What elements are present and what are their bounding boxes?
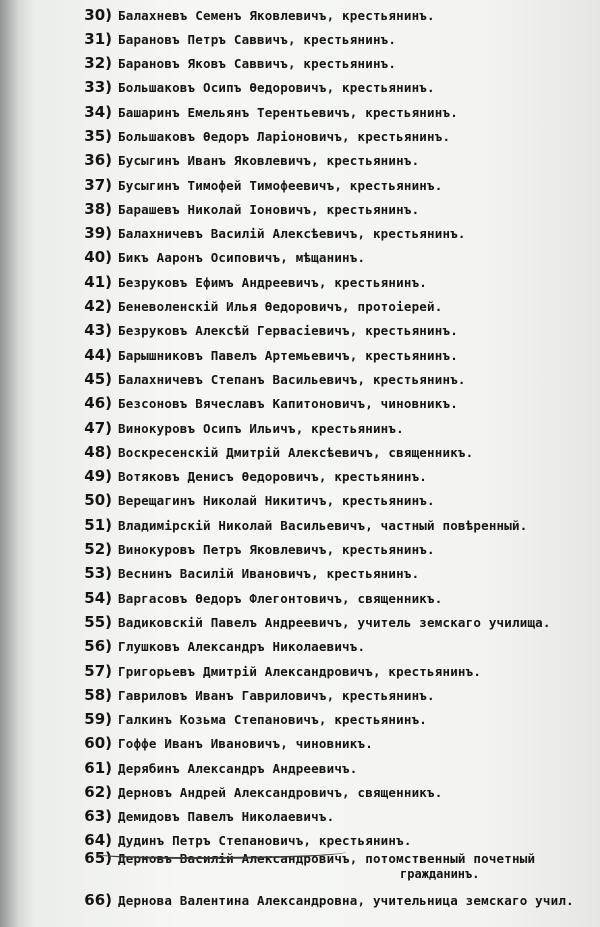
list-entry [64, 467, 594, 491]
entry-text: Бикъ Ааронъ Осиповичъ, мѣщанинъ. [118, 250, 366, 265]
list-entry [64, 151, 594, 175]
entry-text: Балахневъ Семенъ Яковлевичъ, крестьянинъ. [118, 8, 435, 23]
entry-continuation: гражданинъ. [400, 867, 480, 881]
entry-text: Балахничевъ Василій Алексѣевичъ, крестьянинъ. [118, 226, 466, 241]
entry-text: Барановъ Петръ Саввичъ, крестьянинъ. [118, 32, 397, 47]
entry-number: 41) [84, 273, 112, 291]
entry-number: 45) [84, 370, 112, 388]
entry-number: 58) [84, 686, 112, 704]
list-entry [64, 589, 594, 613]
entry-number: 35) [84, 127, 112, 145]
entry-number: 65) [84, 849, 112, 867]
entry-number: 49) [84, 467, 112, 485]
entry-number: 52) [84, 540, 112, 558]
list-entry [64, 78, 594, 102]
entry-text: Дерябинъ Александръ Андреевичъ. [118, 761, 358, 776]
entry-number: 30) [84, 6, 112, 24]
list-entry [64, 248, 594, 272]
entry-text: Безруковъ Ефимъ Андреевичъ, крестьянинъ. [118, 275, 428, 290]
entry-text: Вадиковскій Павелъ Андреевичъ, учитель земскаго училища. [118, 615, 551, 630]
list-entry [64, 297, 594, 321]
entry-text: Большаковъ Өедоръ Ларіоновичъ, крестьянинъ. [118, 129, 451, 144]
entry-number: 54) [84, 589, 112, 607]
entry-number: 64) [84, 831, 112, 849]
list-entry [64, 419, 594, 443]
list-entry [64, 783, 594, 807]
entry-number: 40) [84, 248, 112, 266]
entry-number: 36) [84, 151, 112, 169]
list-entry [64, 759, 594, 783]
entry-text: Верещагинъ Николай Никитичъ, крестьянинъ. [118, 493, 435, 508]
entry-text: Барановъ Яковъ Саввичъ, крестьянинъ. [118, 56, 397, 71]
entry-number: 53) [84, 564, 112, 582]
entry-text: Варгасовъ Өедоръ Флегонтовичъ, священникъ. [118, 591, 443, 606]
list-entry [64, 540, 594, 564]
entry-number: 31) [84, 30, 112, 48]
entry-text: Беневоленскій Илья Өедоровичъ, протоіерей. [118, 299, 443, 314]
entry-number: 57) [84, 662, 112, 680]
entry-text: Бусыгинъ Тимофей Тимофеевичъ, крестьянинъ. [118, 178, 443, 193]
entry-text: Большаковъ Осипъ Өедоровичъ, крестьянинъ. [118, 80, 435, 95]
list-entry [64, 30, 594, 54]
list-entry [64, 394, 594, 418]
entry-number: 50) [84, 491, 112, 509]
entry-text: Безруковъ Алексѣй Гервасіевичъ, крестьянинъ. [118, 323, 458, 338]
list-entry [64, 662, 594, 686]
entry-text: Безсоновъ Вячеславъ Капитоновичъ, чиновникъ. [118, 396, 458, 411]
entry-number: 59) [84, 710, 112, 728]
entry-text: Демидовъ Павелъ Николаевичъ. [118, 809, 335, 824]
list-entry [64, 710, 594, 734]
entry-number: 43) [84, 321, 112, 339]
entry-text: Гоффе Иванъ Ивановичъ, чиновникъ. [118, 736, 373, 751]
entry-text: Дудинъ Петръ Степановичъ, крестьянинъ. [118, 833, 412, 848]
entry-text: Гавриловъ Иванъ Гавриловичъ, крестьянинъ. [118, 688, 435, 703]
entry-number: 38) [84, 200, 112, 218]
entry-number: 33) [84, 78, 112, 96]
entry-text: Дерновъ Василій Александровичъ, потомственный почетный [118, 851, 536, 866]
entry-number: 46) [84, 394, 112, 412]
list-entry [64, 564, 594, 588]
entry-text: Винокуровъ Петръ Яковлевичъ, крестьянинъ. [118, 542, 435, 557]
entry-text: Вотяковъ Денисъ Өедоровичъ, крестьянинъ. [118, 469, 428, 484]
list-entry [64, 224, 594, 248]
entry-text: Владимірскій Николай Васильевичъ, частный повѣренный. [118, 518, 528, 533]
entry-text: Барышниковъ Павелъ Артемьевичъ, крестьянинъ. [118, 348, 458, 363]
entry-text: Григорьевъ Дмитрій Александровичъ, крестьянинъ. [118, 664, 482, 679]
entry-number: 63) [84, 807, 112, 825]
entry-text: Барашевъ Николай Іоновичъ, крестьянинъ. [118, 202, 420, 217]
list-entry [64, 807, 594, 831]
entry-number: 62) [84, 783, 112, 801]
entry-number: 66) [84, 891, 112, 909]
entry-text: Дерновъ Андрей Александровичъ, священникъ. [118, 785, 443, 800]
entry-number: 32) [84, 54, 112, 72]
entry-text: Веснинъ Василій Ивановичъ, крестьянинъ. [118, 566, 420, 581]
entry-text: Воскресенскій Дмитрій Алексѣевичъ, священникъ. [118, 445, 474, 460]
list-entry [64, 103, 594, 127]
entry-text: Винокуровъ Осипъ Ильичъ, крестьянинъ. [118, 421, 404, 436]
entry-number: 42) [84, 297, 112, 315]
list-entry [64, 200, 594, 224]
entry-number: 48) [84, 443, 112, 461]
entry-number: 44) [84, 346, 112, 364]
entry-number: 34) [84, 103, 112, 121]
list-entry [64, 443, 594, 467]
entry-text: Башаринъ Емельянъ Терентьевичъ, крестьянинъ. [118, 105, 458, 120]
list-entry [64, 491, 594, 515]
list-entry [64, 321, 594, 345]
list-entry [64, 734, 594, 758]
list-entry [64, 6, 594, 30]
entry-text: Дернова Валентина Александровна, учительница земскаго учил. [118, 893, 574, 908]
list-entry [64, 370, 594, 394]
entry-text: Бусыгинъ Иванъ Яковлевичъ, крестьянинъ. [118, 153, 420, 168]
entry-number: 47) [84, 419, 112, 437]
list-entry [64, 891, 594, 915]
entry-number: 51) [84, 516, 112, 534]
entry-number: 56) [84, 637, 112, 655]
entry-number: 39) [84, 224, 112, 242]
list-entry [64, 273, 594, 297]
list-entry [64, 516, 594, 540]
list-entry [64, 127, 594, 151]
entry-text: Глушковъ Александръ Николаевичъ. [118, 639, 366, 654]
entry-text: Балахничевъ Степанъ Васильевичъ, крестьянинъ. [118, 372, 466, 387]
list-entry [64, 686, 594, 710]
list-entry [64, 637, 594, 661]
list-entry [64, 176, 594, 200]
entry-text: Галкинъ Козьма Степановичъ, крестьянинъ. [118, 712, 428, 727]
list-entry [64, 613, 594, 637]
list-entry [64, 346, 594, 370]
list-entry [64, 54, 594, 78]
entry-number: 37) [84, 176, 112, 194]
entry-number: 55) [84, 613, 112, 631]
entry-number: 61) [84, 759, 112, 777]
entry-number: 60) [84, 734, 112, 752]
